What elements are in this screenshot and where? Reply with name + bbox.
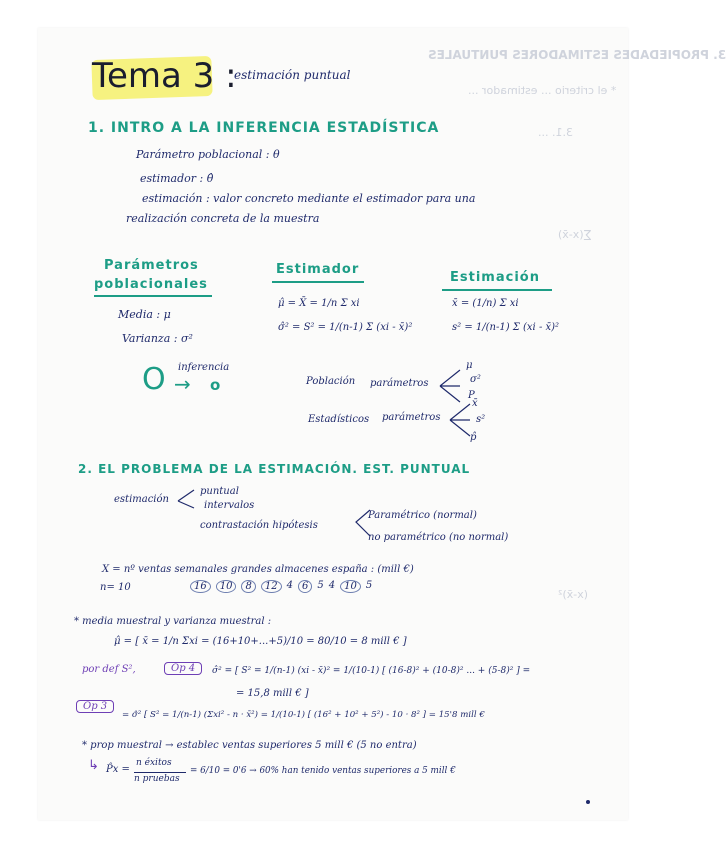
bleed-through-line: 3.1. ...: [538, 126, 573, 139]
heading-underline: [94, 295, 212, 297]
p-symbol: P: [468, 390, 475, 401]
fraction-bar: [134, 772, 186, 773]
sample-value: 4: [328, 580, 336, 591]
population-variance: Varianza : σ²: [122, 332, 193, 345]
population-mean: Media : μ: [118, 308, 171, 321]
option-4-box: Op 4: [164, 662, 202, 675]
estimation-mean: x̄ = (1/n) Σ xi: [452, 298, 519, 309]
bleed-through-side: ∑(x-x̄): [558, 228, 591, 241]
estimator-variance: σ̂² = S² = 1/(n-1) Σ (xi - x̄)²: [278, 322, 413, 333]
sample-value: 10: [340, 580, 361, 593]
sample-values: [190, 580, 372, 593]
phat-symbol: p̂: [470, 432, 477, 443]
notebook-page: [38, 28, 726, 820]
parameters-label: parámetros: [370, 378, 429, 389]
by-definition-label: por def S²,: [82, 664, 136, 675]
s2-symbol: s²: [476, 414, 486, 425]
estimation-label: estimación: [114, 494, 169, 505]
bleed-through-line: * el criterio ... estimador ...: [468, 84, 617, 97]
column-heading-parameters-2: poblacionales: [94, 277, 208, 292]
option-3-box: Op 3: [76, 700, 114, 713]
sample-circle-symbol: o: [210, 376, 221, 394]
nonparametric-label: no paramétrico (no normal): [368, 532, 509, 543]
hypothesis-testing-label: contrastación hipótesis: [200, 520, 318, 531]
trials-label: n pruebas: [134, 774, 180, 784]
estimation-definition: estimación : valor concreto mediante el estimador para una: [142, 192, 476, 205]
sample-value: 5: [317, 580, 324, 591]
proportion-result: = 6/10 = 0'6 → 60% han tenido ventas superiores a 5 mill €: [190, 766, 456, 776]
population-label: Población: [306, 376, 356, 387]
parameters-label-2: parámetros: [382, 412, 441, 423]
bleed-through-heading: 3. PROPIEDADES ESTIMADORES PUNTUALES: [428, 48, 726, 62]
variance-calc-alt: = σ̂² [ S² = 1/(n-1) (Σxi² - n · x̄²) = 1/(10-1) [ (16² + 10² + 5²) - 10 · 8² ] = 15'8 mill €: [122, 710, 485, 720]
inference-arrow-icon: →: [174, 372, 191, 396]
point-estimation-label: puntual: [200, 486, 239, 497]
sample-mean-calc: μ̂ = [ x̄ = 1/n Σxi = (16+10+...+5)/10 = 80/10 = 8 mill € ]: [114, 636, 407, 647]
column-heading-estimator: Estimador: [276, 262, 360, 277]
heading-underline: [442, 289, 552, 291]
section-heading-problem: 2. EL PROBLEMA DE LA ESTIMACIÓN. EST. PUNTUAL: [78, 462, 471, 476]
estimator-mean: μ̂ = X̄ = 1/n Σ xi: [278, 298, 360, 309]
inference-label: inferencia: [178, 362, 230, 373]
page-corner-mark: [586, 800, 590, 804]
page-subtitle: estimación puntual: [234, 68, 351, 82]
sample-value: 4: [286, 580, 293, 591]
variance-result: = 15,8 mill € ]: [236, 688, 309, 699]
column-heading-estimation: Estimación: [450, 270, 540, 285]
xbar-symbol: x̄: [472, 398, 478, 409]
sample-value: 8: [241, 580, 255, 593]
sample-value: 6: [298, 580, 312, 593]
sample-value: 10: [216, 580, 237, 593]
sample-value: 12: [261, 580, 282, 593]
estimation-variance: s² = 1/(n-1) Σ (xi - x̄)²: [452, 322, 560, 333]
sample-value: 5: [365, 580, 373, 591]
sample-size: n= 10: [100, 582, 131, 593]
population-circle-symbol: O: [142, 362, 166, 397]
interval-estimation-label: intervalos: [204, 500, 255, 511]
parametric-label: Paramétrico (normal): [368, 510, 477, 521]
page-title: Tema 3 :: [92, 56, 237, 96]
bleed-through-side: (x-x̄)²: [558, 588, 588, 601]
successes-label: n éxitos: [136, 758, 172, 768]
proportion-symbol: P̂x =: [106, 764, 130, 775]
mu-symbol: μ: [466, 360, 473, 371]
heading-underline: [272, 281, 364, 283]
variable-definition: X = nº ventas semanales grandes almacenes españa : (mill €): [102, 564, 414, 575]
estimation-definition-cont: realización concreta de la muestra: [126, 212, 320, 225]
mean-variance-title: * media muestral y varianza muestral :: [74, 616, 272, 627]
sigma2-symbol: σ²: [470, 374, 481, 385]
column-heading-parameters: Parámetros: [104, 258, 199, 273]
parameter-definition: Parámetro poblacional : θ: [136, 148, 280, 161]
brace-icon: [174, 486, 198, 516]
sample-value: 16: [190, 580, 211, 593]
curved-arrow-icon: ↳: [88, 758, 99, 773]
estimator-definition: estimador : θ̂: [140, 172, 214, 185]
variance-calc-def: σ̂² = [ S² = 1/(n-1) (xi - x̄)² = 1/(10-1) [ (16-8)² + (10-8)² ... + (5-8)² ] =: [212, 666, 531, 676]
section-heading-intro: 1. INTRO A LA INFERENCIA ESTADÍSTICA: [88, 120, 440, 136]
statistics-label: Estadísticos: [308, 414, 370, 425]
proportion-title: * prop muestral → establec ventas superiores 5 mill € (5 no entra): [82, 740, 417, 751]
